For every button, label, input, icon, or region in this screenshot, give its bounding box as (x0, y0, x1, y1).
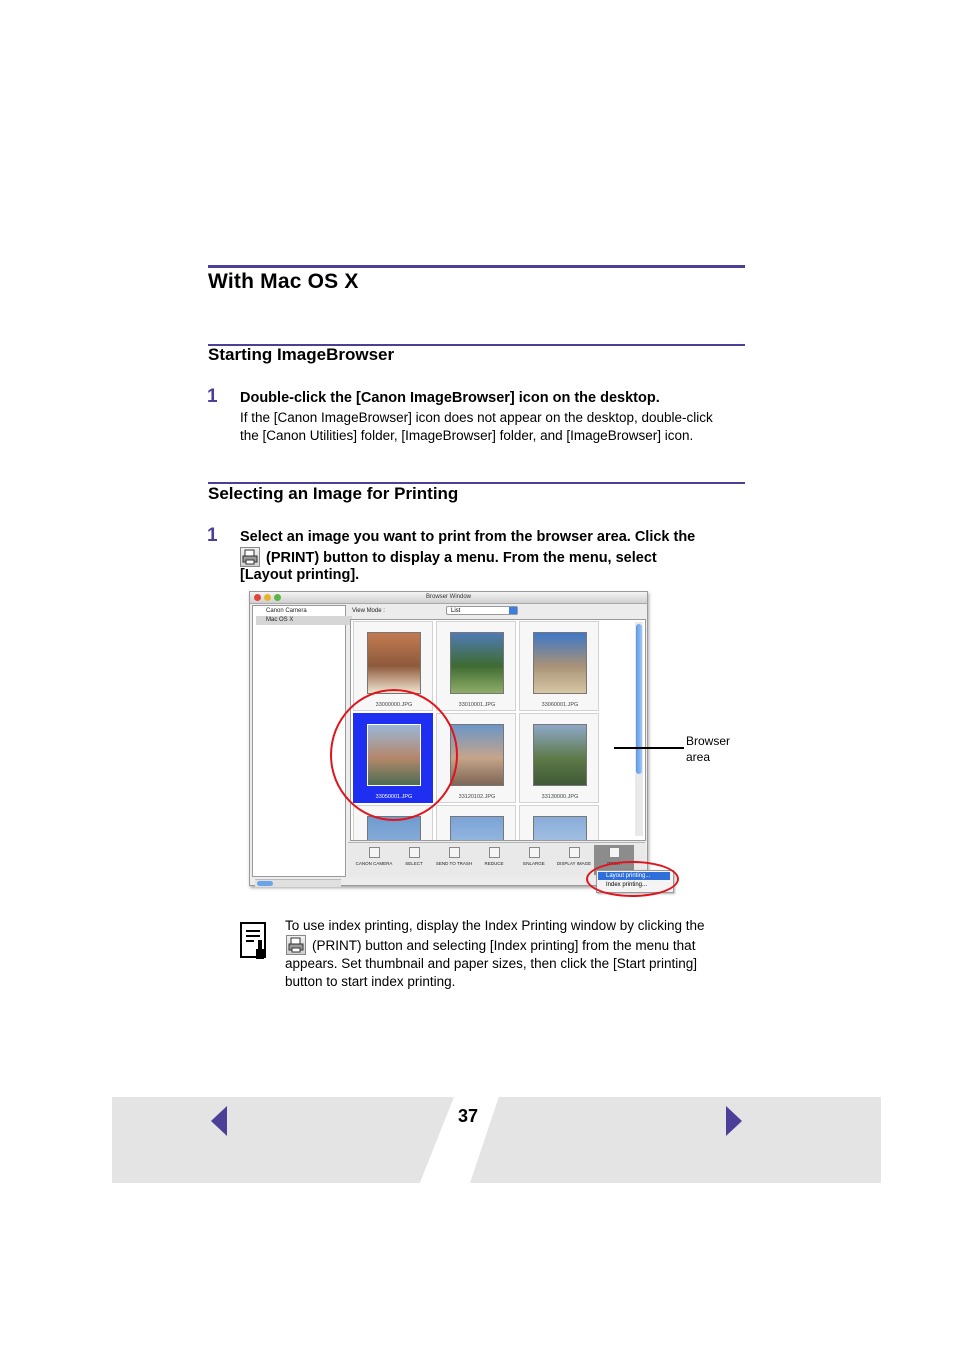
note-text (285, 917, 740, 991)
next-page-arrow-icon[interactable] (724, 1106, 742, 1141)
thumbnail-filename: 33130000.JPG (541, 794, 579, 800)
tree-item-macosx: Mac OS X (256, 616, 352, 625)
scroll-thumb (257, 881, 273, 886)
view-mode-select (446, 606, 518, 615)
step-number: 1 (207, 386, 218, 407)
thumbnail-cell[interactable] (436, 621, 516, 711)
menu-item-layout-printing: Layout printing... (598, 872, 670, 880)
subsection-title-starting: Starting ImageBrowser (208, 345, 395, 364)
toolbar-button[interactable] (354, 845, 394, 875)
footer-panel-left (112, 1097, 454, 1183)
step-detail-line: the [Canon Utilities] folder, [ImageBrowser] folder, and [ImageBrowser] icon. (240, 428, 694, 443)
note-line: button to start index printing. (285, 974, 456, 989)
page-number: 37 (457, 1106, 479, 1126)
toolbar-button-label: REDUCE (484, 861, 504, 866)
toolbar-icon (449, 847, 460, 858)
vertical-scrollbar (635, 622, 643, 836)
thumbnail-filename: 33120102.JPG (458, 794, 496, 800)
note-line: To use index printing, display the Index Printing window by clicking the (285, 918, 705, 933)
view-mode-label: View Mode : (352, 608, 385, 614)
thumbnail-image (450, 816, 504, 841)
toolbar-button-label: PRINT (607, 861, 621, 866)
thumbnail-image (533, 816, 587, 841)
tree-item-camera: Canon Camera (266, 608, 307, 614)
toolbar-button[interactable] (474, 845, 514, 875)
thumbnail-image (450, 724, 504, 786)
step-instruction-line: [Layout printing]. (240, 567, 360, 583)
toolbar-button-label: CANON CAMERA (355, 861, 393, 866)
print-icon (240, 547, 260, 567)
note-line-text: (PRINT) button and selecting [Index printing] from the menu that (312, 938, 696, 953)
toolbar-icon (489, 847, 500, 858)
toolbar-icon (409, 847, 420, 858)
section-title: With Mac OS X (208, 270, 359, 293)
window-titlebar (250, 592, 647, 604)
step-number: 1 (207, 525, 218, 546)
footer-panel-right (470, 1097, 881, 1183)
section-rule (208, 265, 745, 268)
previous-page-arrow-icon[interactable] (211, 1106, 229, 1141)
toolbar-button[interactable] (514, 845, 554, 875)
highlight-circle (330, 689, 458, 821)
toolbar-icon (569, 847, 580, 858)
note-icon (240, 922, 268, 960)
thumbnail-filename: 33060001.JPG (541, 702, 579, 708)
toolbar-icon (369, 847, 380, 858)
step-instruction-text: (PRINT) button to display a menu. From the menu, select (266, 550, 657, 566)
toolbar-icon (609, 847, 620, 858)
view-mode-bar (348, 605, 645, 617)
note-line (285, 935, 740, 955)
note-line: appears. Set thumbnail and paper sizes, then click the [Start printing] (285, 956, 697, 971)
step-detail-line: If the [Canon ImageBrowser] icon does not appear on the desktop, double-click (240, 410, 713, 425)
horizontal-scrollbar (255, 879, 341, 887)
toolbar-button-label: SEND TO TRASH (435, 861, 473, 866)
step-instruction: Double-click the [Canon ImageBrowser] icon on the desktop. (240, 390, 660, 406)
toolbar-button[interactable] (434, 845, 474, 875)
toolbar-icon (529, 847, 540, 858)
thumbnail-image (533, 632, 587, 694)
toolbar-button-label: DISPLAY IMAGE (556, 861, 592, 866)
callout-line (614, 747, 684, 749)
menu-item-index-printing: Index printing... (606, 882, 648, 888)
toolbar-button-label: SELECT (405, 861, 423, 866)
subsection-title-selecting: Selecting an Image for Printing (208, 484, 459, 503)
thumbnail-image (367, 632, 421, 694)
thumbnail-image (533, 724, 587, 786)
toolbar-button[interactable] (394, 845, 434, 875)
callout-label-line: area (686, 750, 711, 764)
chevron-down-icon (509, 607, 517, 614)
callout-label (686, 733, 746, 765)
view-mode-value: List (451, 608, 461, 614)
print-icon (286, 935, 306, 955)
thumbnail-filename: 33050001.JPG (375, 794, 413, 800)
step-instruction-line: Select an image you want to print from the browser area. Click the (240, 529, 696, 545)
toolbar-button-label: ENLARGE (523, 861, 545, 866)
thumbnail-cell[interactable] (436, 805, 516, 841)
thumbnail-cell[interactable] (519, 621, 599, 711)
thumbnail-cell[interactable] (519, 805, 599, 841)
callout-label-line: Browser (686, 734, 731, 748)
window-title: Browser Window (425, 594, 471, 600)
highlight-circle (586, 861, 679, 897)
step-instruction-line (240, 547, 657, 568)
thumbnail-cell[interactable] (519, 713, 599, 803)
thumbnail-image (450, 632, 504, 694)
scroll-thumb (636, 624, 642, 774)
thumbnail-filename: 33000000.JPG (375, 702, 413, 708)
toolbar-button[interactable] (554, 845, 594, 875)
thumbnail-filename: 33010001.JPG (458, 702, 496, 708)
